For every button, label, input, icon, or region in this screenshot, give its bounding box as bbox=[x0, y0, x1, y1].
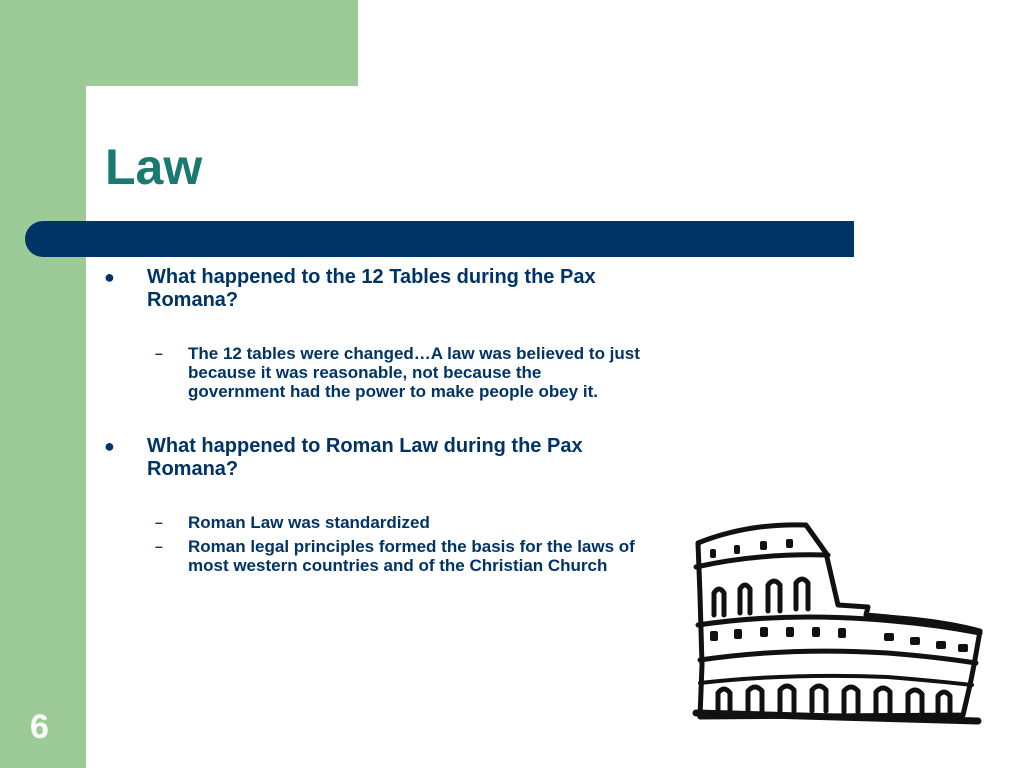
sub-bullet-text: Roman Law was standardized bbox=[188, 513, 430, 532]
bullet-dot-icon: ● bbox=[104, 436, 115, 456]
sub-bullet-item bbox=[100, 537, 640, 575]
title-underline-bar bbox=[25, 221, 854, 257]
slide-number: 6 bbox=[30, 708, 49, 746]
dash-icon: – bbox=[155, 345, 163, 361]
bullet-item bbox=[100, 435, 640, 481]
bullet-item bbox=[100, 266, 640, 312]
sub-bullet-text: Roman legal principles formed the basis for the laws of most western countries and of the Christian Church bbox=[188, 537, 635, 575]
green-top-band bbox=[0, 0, 358, 86]
slide-body bbox=[100, 266, 640, 575]
bullet-text: What happened to Roman Law during the Pax Romana? bbox=[147, 435, 583, 480]
bullet-dot-icon: ● bbox=[104, 267, 115, 287]
slide-title: Law bbox=[105, 139, 203, 195]
dash-icon: – bbox=[155, 514, 163, 530]
sub-bullet-text: The 12 tables were changed…A law was believed to just because it was reasonable, not because the government had the power to make people obey it. bbox=[188, 344, 640, 401]
bullet-text: What happened to the 12 Tables during the Pax Romana? bbox=[147, 266, 596, 311]
dash-icon: – bbox=[155, 538, 163, 554]
sub-bullet-item bbox=[100, 513, 640, 532]
sub-bullet-item bbox=[100, 344, 640, 401]
colosseum-icon bbox=[688, 515, 988, 730]
green-sidebar bbox=[0, 0, 86, 768]
